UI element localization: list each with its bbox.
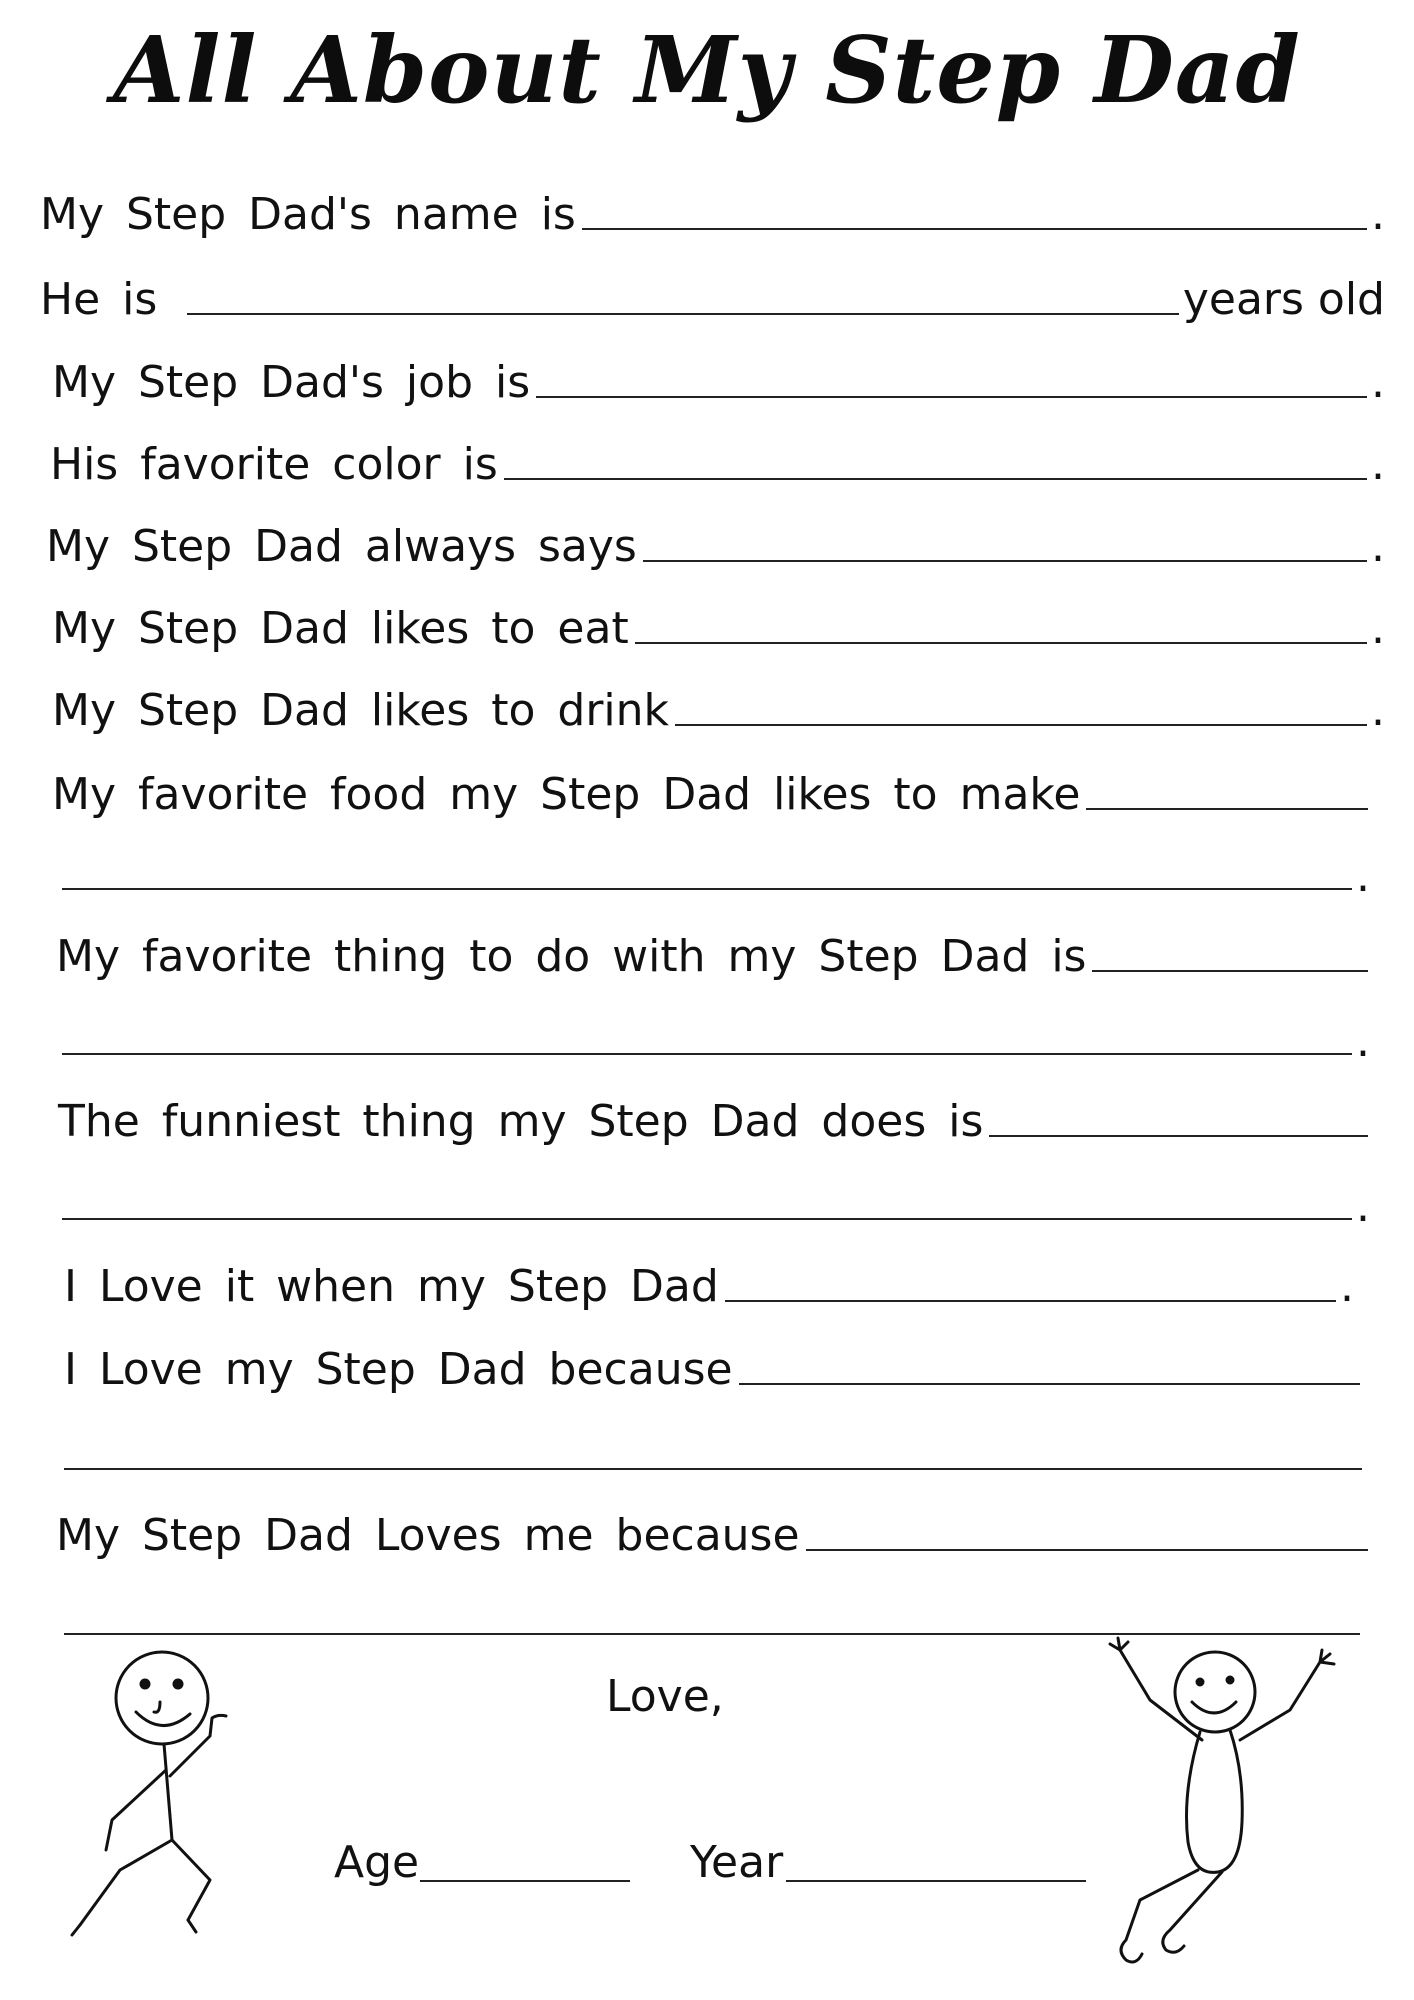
prompt-food-continuation-line[interactable] [62, 888, 1352, 890]
prompt-love-because-continuation-line[interactable] [64, 1468, 1362, 1470]
prompt-color-blank[interactable] [504, 477, 1367, 480]
worksheet-title: All About My Step Dad [113, 16, 1301, 124]
prompt-color-row [50, 420, 1385, 490]
prompt-drink-blank[interactable] [675, 723, 1367, 726]
prompt-funniest-blank[interactable] [989, 1134, 1368, 1137]
prompt-love-because-row [64, 1325, 1364, 1395]
prompt-funniest-row [58, 1077, 1372, 1147]
prompt-funniest-label: The funniest thing my Step Dad does is [58, 1096, 984, 1147]
prompt-drink-row [52, 666, 1385, 736]
prompt-food-row [52, 750, 1372, 820]
prompt-thing-continuation-line[interactable] [62, 1053, 1352, 1055]
prompt-eat-blank[interactable] [635, 641, 1367, 644]
year-blank[interactable] [786, 1880, 1086, 1882]
period: . [1356, 1016, 1370, 1067]
closing-love: Love, [606, 1671, 724, 1722]
prompt-name-row [40, 170, 1385, 240]
prompt-love-when-row [64, 1242, 1354, 1312]
prompt-thing-label: My favorite thing to do with my Step Dad is [56, 931, 1087, 982]
prompt-name-label: My Step Dad's name is [40, 189, 576, 240]
period: . [1356, 1181, 1370, 1232]
period: . [1371, 685, 1385, 736]
period: . [1371, 189, 1385, 240]
prompt-love-because-label: I Love my Step Dad because [64, 1344, 733, 1395]
prompt-drink-label: My Step Dad likes to drink [52, 685, 670, 736]
year-label: Year [690, 1837, 784, 1888]
period: . [1371, 439, 1385, 490]
prompt-says-row [46, 502, 1385, 572]
prompt-name-blank[interactable] [582, 227, 1367, 230]
period: . [1371, 357, 1385, 408]
age-label: Age [334, 1837, 420, 1888]
stick-figure-jumping-icon [1090, 1640, 1350, 1990]
stick-figure-waving-icon [60, 1640, 300, 1970]
period: . [1371, 521, 1385, 572]
prompt-loves-me-label: My Step Dad Loves me because [56, 1510, 800, 1561]
prompt-age-blank[interactable] [187, 312, 1179, 315]
period: . [1340, 1261, 1354, 1312]
prompt-food-blank[interactable] [1086, 807, 1368, 810]
prompt-age-suffix: years old [1182, 274, 1385, 325]
prompt-loves-me-continuation-line[interactable] [64, 1633, 1360, 1635]
prompt-job-row [52, 338, 1385, 408]
prompt-thing-row [56, 912, 1372, 982]
prompt-love-when-blank[interactable] [725, 1299, 1336, 1302]
prompt-loves-me-row [56, 1491, 1372, 1561]
prompt-eat-label: My Step Dad likes to eat [52, 603, 629, 654]
age-blank[interactable] [420, 1880, 630, 1882]
period: . [1356, 851, 1370, 902]
prompt-thing-blank[interactable] [1092, 969, 1368, 972]
prompt-food-label: My favorite food my Step Dad likes to make [52, 769, 1081, 820]
prompt-job-label: My Step Dad's job is [52, 357, 531, 408]
prompt-job-blank[interactable] [536, 395, 1367, 398]
prompt-love-because-blank[interactable] [739, 1382, 1360, 1385]
prompt-eat-row [52, 584, 1385, 654]
prompt-color-label: His favorite color is [50, 439, 498, 490]
prompt-funniest-continuation-line[interactable] [62, 1218, 1352, 1220]
period: . [1371, 603, 1385, 654]
prompt-age-row [40, 255, 1385, 325]
prompt-loves-me-blank[interactable] [806, 1548, 1368, 1551]
prompt-age-label: He is [40, 274, 158, 325]
prompt-love-when-label: I Love it when my Step Dad [64, 1261, 719, 1312]
prompt-says-blank[interactable] [643, 559, 1367, 562]
prompt-says-label: My Step Dad always says [46, 521, 637, 572]
